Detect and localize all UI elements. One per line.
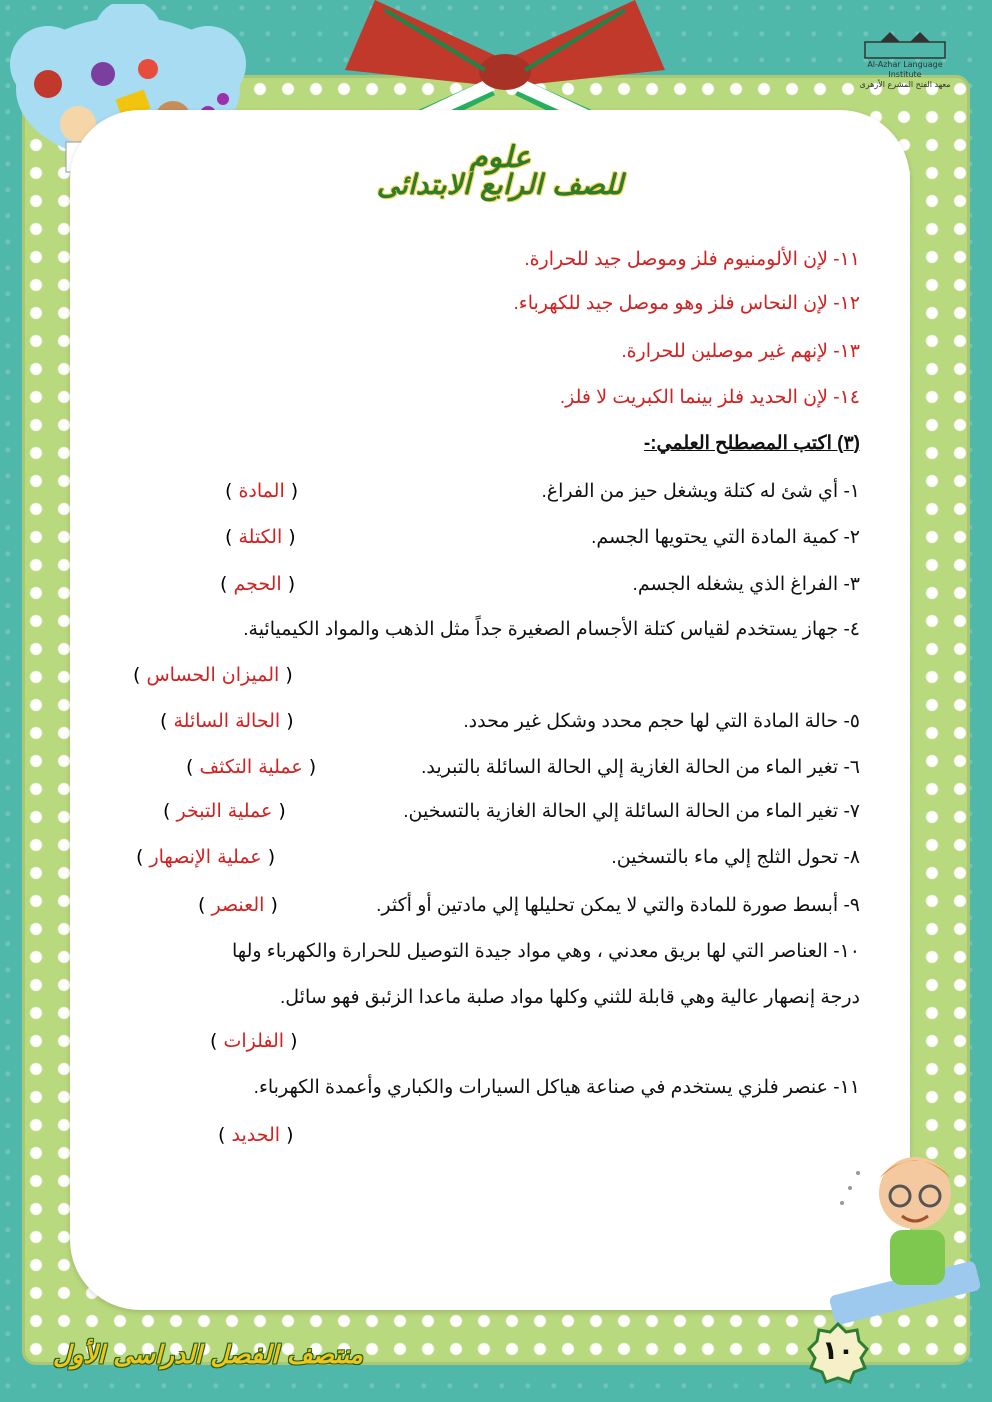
question-4: ٤- جهاز يستخدم لقياس كتلة الأجسام الصغيرة جداً مثل الذهب والمواد الكيميائية. (243, 619, 860, 640)
question-10: ١٠- العناصر التي لها بريق معدني ، وهي مواد جيدة التوصيل للحرارة والكهرباء ولها (232, 941, 860, 962)
question-9: ٩- أبسط صورة للمادة والتي لا يمكن تحليلها إلي مادتين أو أكثر. (376, 895, 860, 916)
answer-line: ١٤- لإن الحديد فلز بينما الكبريت لا فلز. (559, 387, 860, 408)
answer-5: ( الحالة السائلة ) (160, 710, 294, 732)
page-number-badge (807, 1322, 869, 1384)
answer-1: ( المادة ) (225, 480, 299, 502)
answer-3: ( الحجم ) (220, 573, 296, 595)
answer-line: ١٣- لإنهم غير موصلين للحرارة. (621, 341, 860, 362)
question-8: ٨- تحول الثلج إلي ماء بالتسخين. (611, 847, 860, 868)
answer-line: ١٢- لإن النحاس فلز وهو موصل جيد للكهرباء. (513, 293, 860, 314)
answer-8: ( عملية الإنصهار ) (136, 846, 276, 868)
answer-line: ١١- لإن الألومنيوم فلز وموصل جيد للحرارة. (524, 249, 860, 270)
page-number: ١٠ (822, 1336, 854, 1366)
answer-11: ( الحديد ) (218, 1124, 294, 1146)
question-2: ٢- كمية المادة التي يحتويها الجسم. (591, 527, 860, 548)
answer-6: ( عملية التكثف ) (186, 756, 317, 778)
answer-4: ( الميزان الحساس ) (133, 664, 293, 686)
answer-9: ( العنصر ) (198, 894, 278, 916)
section-heading: (٣) اكتب المصطلح العلمي:- (643, 433, 860, 454)
answer-10: ( الفلزات ) (210, 1030, 298, 1052)
answer-7: ( عملية التبخر ) (163, 800, 286, 822)
grade-title: للصف الرابع الابتدائى (376, 168, 624, 201)
kid-illustration (820, 1148, 980, 1348)
subject-title: علوم (469, 140, 531, 175)
question-5: ٥- حالة المادة التي لها حجم محدد وشكل غير محدد. (463, 711, 860, 732)
question-10-cont: درجة إنصهار عالية وهي قابلة للثني وكلها مواد صلبة ماعدا الزئبق فهو سائل. (280, 987, 860, 1008)
question-7: ٧- تغير الماء من الحالة السائلة إلي الحالة الغازية بالتسخين. (403, 801, 860, 822)
answer-2: ( الكتلة ) (225, 526, 296, 548)
question-6: ٦- تغير الماء من الحالة الغازية إلي الحالة السائلة بالتبريد. (421, 757, 860, 778)
footer-term-label: منتصف الفصل الدراسى الأول (53, 1340, 363, 1369)
question-3: ٣- الفراغ الذي يشغله الجسم. (632, 574, 860, 595)
question-1: ١- أي شئ له كتلة ويشغل حيز من الفراغ. (541, 481, 860, 502)
question-11: ١١- عنصر فلزي يستخدم في صناعة هياكل السيارات والكباري وأعمدة الكهرباء. (253, 1077, 860, 1098)
institute-logo: Al-Azhar Language Institute معهد الفتح المشرع الأزهرى (850, 30, 960, 90)
